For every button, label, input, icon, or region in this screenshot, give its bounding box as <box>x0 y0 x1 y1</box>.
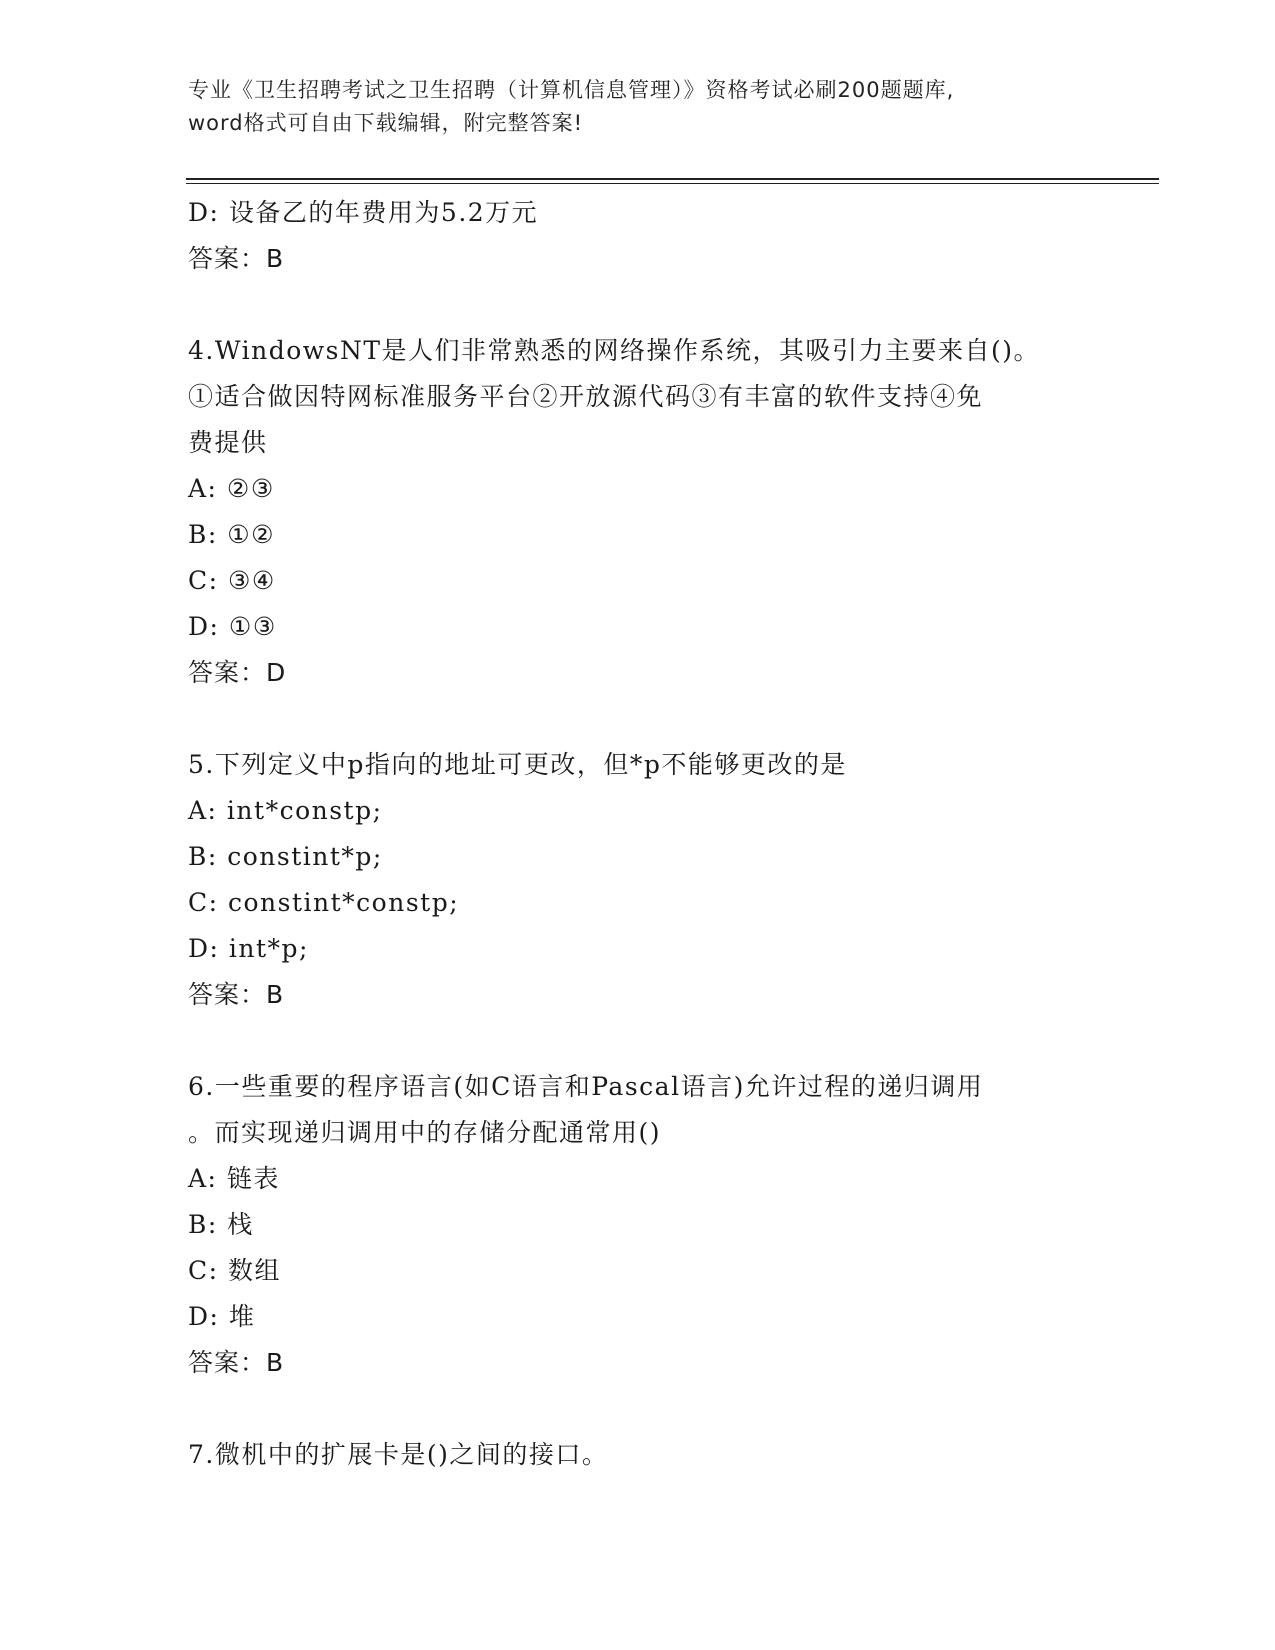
question-stem: 5.下列定义中p指向的地址可更改，但*p不能够更改的是 <box>188 750 847 779</box>
spacer <box>188 696 1088 742</box>
option-b: B: ①② <box>188 520 276 549</box>
question-3-tail <box>188 190 1088 282</box>
answer-line: 答案：B <box>188 1348 285 1377</box>
option-d: D: int*p; <box>188 934 309 963</box>
header-line-2: word格式可自由下载编辑，附完整答案! <box>188 111 584 135</box>
option-d: D: 设备乙的年费用为5.2万元 <box>188 198 539 227</box>
option-a: A: 链表 <box>188 1164 280 1193</box>
answer-line: 答案：B <box>188 244 285 273</box>
option-c: C: 数组 <box>188 1256 281 1285</box>
question-stem: 7.微机中的扩展卡是()之间的接口。 <box>188 1440 609 1469</box>
option-a: A: ②③ <box>188 474 275 503</box>
header-divider-thick <box>186 178 1159 180</box>
question-stem: 6.一些重要的程序语言(如C语言和Pascal语言)允许过程的递归调用 <box>188 1072 984 1101</box>
option-b: B: constint*p; <box>188 842 383 871</box>
question-stem: ①适合做因特网标准服务平台②开放源代码③有丰富的软件支持④免 <box>188 382 984 411</box>
spacer <box>188 1386 1088 1432</box>
question-list <box>188 190 1088 1478</box>
option-b: B: 栈 <box>188 1210 254 1239</box>
option-d: D: 堆 <box>188 1302 256 1331</box>
question-5 <box>188 742 1088 1018</box>
question-4 <box>188 328 1088 696</box>
option-d: D: ①③ <box>188 612 277 641</box>
header-line-1: 专业《卫生招聘考试之卫生招聘（计算机信息管理）》资格考试必刷200题题库, <box>188 78 955 102</box>
question-stem: 4.WindowsNT是人们非常熟悉的网络操作系统，其吸引力主要来自()。 <box>188 336 1041 365</box>
option-a: A: int*constp; <box>188 796 383 825</box>
option-c: C: constint*constp; <box>188 888 460 917</box>
answer-line: 答案：D <box>188 658 287 687</box>
question-stem: 费提供 <box>188 428 268 457</box>
page-header <box>188 74 1088 140</box>
question-stem: 。而实现递归调用中的存储分配通常用() <box>188 1118 662 1147</box>
header-divider-thin <box>186 183 1159 184</box>
question-7 <box>188 1432 1088 1478</box>
option-c: C: ③④ <box>188 566 276 595</box>
spacer <box>188 282 1088 328</box>
spacer <box>188 1018 1088 1064</box>
answer-line: 答案：B <box>188 980 285 1009</box>
question-6 <box>188 1064 1088 1386</box>
